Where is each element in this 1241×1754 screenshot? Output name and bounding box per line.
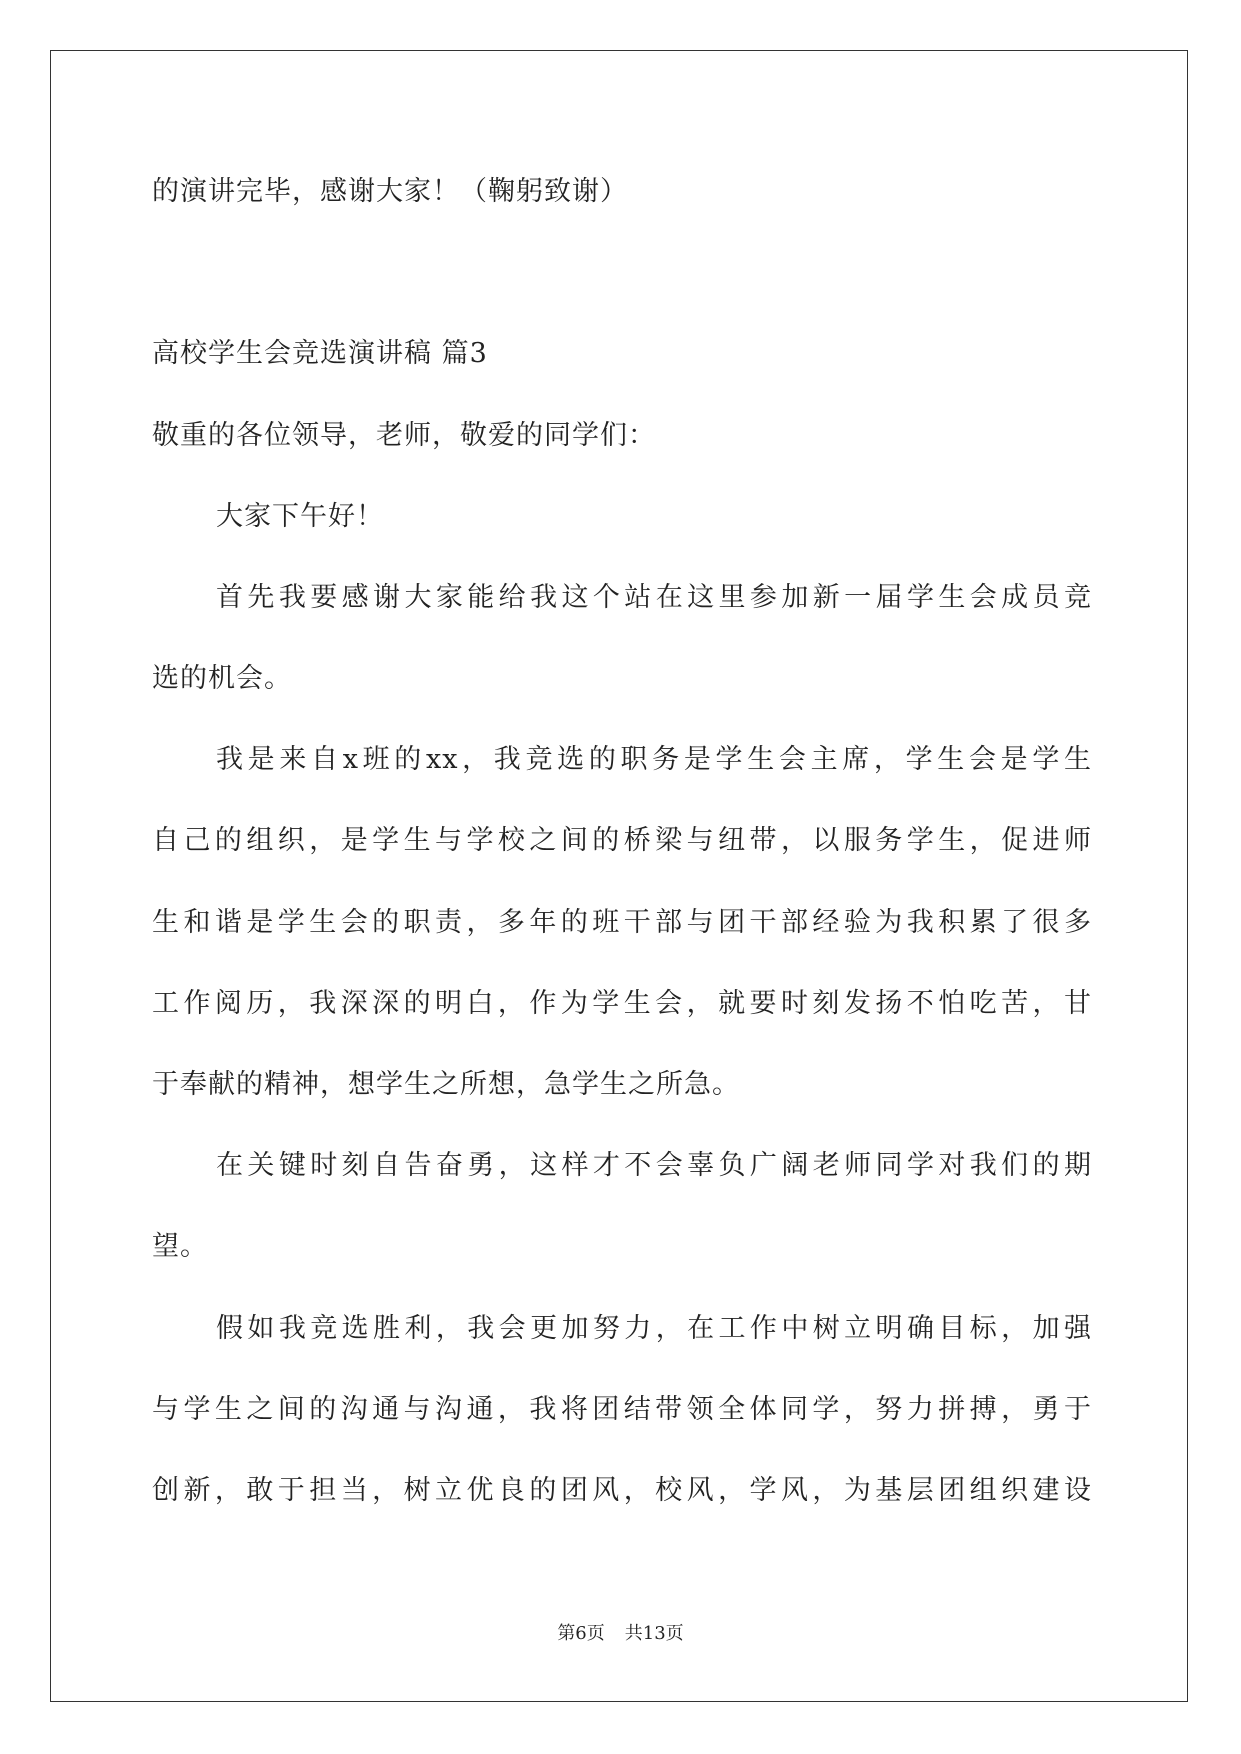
page-number-current: 第6页 — [557, 1623, 605, 1644]
text-line: 选的机会。 — [152, 663, 292, 694]
text-line: 敬重的各位领导，老师，敬爱的同学们： — [152, 420, 656, 451]
text-line: 工作阅历，我深深的明白，作为学生会，就要时刻发扬不怕吃苦，甘 — [152, 988, 1092, 1019]
text-line: 于奉献的精神，想学生之所想，急学生之所急。 — [152, 1069, 740, 1100]
page-number-total: 共13页 — [624, 1623, 684, 1644]
text-line: 在关键时刻自告奋勇，这样才不会辜负广阔老师同学对我们的期 — [216, 1150, 1092, 1181]
text-line: 自己的组织，是学生与学校之间的桥梁与纽带，以服务学生，促进师 — [152, 825, 1092, 856]
text-line: 假如我竞选胜利，我会更加努力，在工作中树立明确目标，加强 — [216, 1313, 1092, 1344]
text-line: 生和谐是学生会的职责，多年的班干部与团干部经验为我积累了很多 — [152, 907, 1092, 938]
page-border — [50, 50, 1188, 1702]
text-line: 望。 — [152, 1231, 208, 1262]
section-heading: 高校学生会竞选演讲稿 篇3 — [152, 338, 488, 369]
text-line: 创新，敢于担当，树立优良的团风，校风，学风，为基层团组织建设 — [152, 1475, 1092, 1506]
text-line: 与学生之间的沟通与沟通，我将团结带领全体同学，努力拼搏，勇于 — [152, 1394, 1092, 1425]
text-line: 的演讲完毕，感谢大家！（鞠躬致谢） — [152, 176, 628, 207]
text-line: 我是来自x班的xx，我竞选的职务是学生会主席，学生会是学生 — [216, 744, 1092, 775]
text-line: 首先我要感谢大家能给我这个站在这里参加新一届学生会成员竞 — [216, 582, 1092, 613]
text-line: 大家下午好！ — [216, 501, 384, 532]
page-footer — [0, 1622, 1241, 1646]
